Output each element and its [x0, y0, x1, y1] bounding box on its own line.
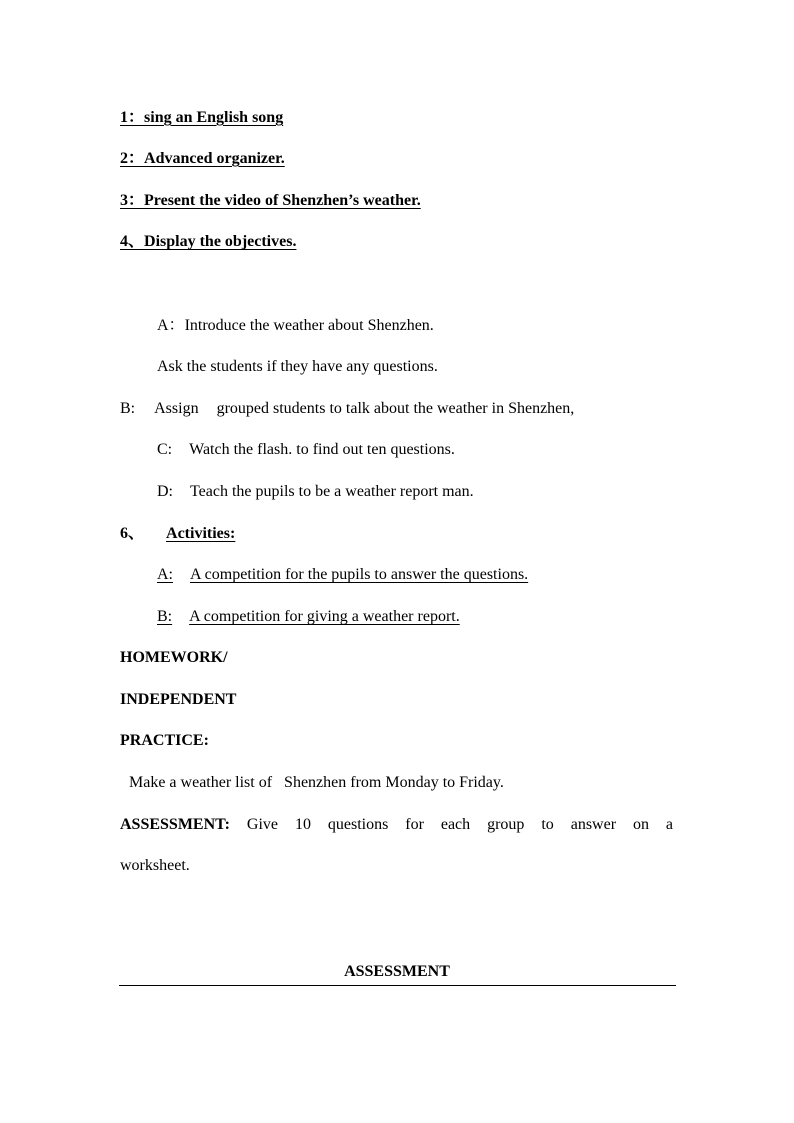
homework-text: Make a weather list of Shenzhen from Monday to Friday.	[129, 774, 504, 791]
subitem-a	[157, 316, 434, 336]
step-3	[120, 191, 421, 211]
step-text: Present the video of Shenzhen’s weather.	[144, 192, 421, 209]
step-2	[120, 149, 285, 169]
step-text: sing an English song	[144, 109, 284, 126]
activity-text: A competition for giving a weather report.	[189, 608, 460, 625]
activity-item	[157, 565, 528, 585]
assessment-section-title: ASSESSMENT	[344, 963, 450, 980]
subitem-verb: Assign	[154, 400, 199, 417]
activity-text: A competition for the pupils to answer the questions.	[190, 566, 529, 583]
step-number: 4、	[120, 233, 145, 250]
homework-heading-line2: INDEPENDENT	[120, 691, 237, 708]
subitem-label: A：	[157, 317, 185, 334]
subitem-label: B:	[120, 400, 136, 417]
subitem-text: Watch the flash. to find out ten questions.	[189, 441, 455, 458]
step-text: Display the objectives.	[144, 233, 297, 250]
step-text: Advanced organizer.	[144, 150, 285, 167]
step-4	[120, 232, 296, 252]
section-divider	[119, 985, 676, 986]
subitem-text: Teach the pupils to be a weather report man.	[190, 483, 474, 500]
activities-title: Activities:	[166, 525, 236, 542]
homework-heading-line3: PRACTICE:	[120, 732, 209, 749]
assessment-paragraph	[120, 815, 673, 835]
subitem-a-followup: Ask the students if they have any questions.	[157, 358, 438, 375]
assessment-label: ASSESSMENT:	[120, 816, 230, 833]
subitem-c	[157, 440, 455, 460]
step-number: 2：	[120, 150, 145, 167]
subitem-label: C:	[157, 441, 173, 458]
activity-item	[157, 607, 460, 627]
activities-heading	[120, 524, 235, 544]
subitem-text: Introduce the weather about Shenzhen.	[184, 317, 434, 334]
subitem-label: D:	[157, 483, 173, 500]
assessment-text: Give 10 questions for each group to answer on a	[246, 816, 673, 833]
subitem-b	[120, 399, 574, 419]
homework-heading-line1: HOMEWORK/	[120, 649, 228, 666]
step-number: 1：	[120, 109, 145, 126]
assessment-text-continued: worksheet.	[120, 857, 190, 874]
step-number: 3：	[120, 192, 145, 209]
subitem-d	[157, 482, 474, 502]
step-1	[120, 108, 283, 128]
activity-label: B:	[157, 608, 173, 625]
subitem-text: grouped students to talk about the weather in Shenzhen,	[216, 400, 575, 417]
activities-number: 6、	[120, 525, 145, 542]
activity-label: A:	[157, 566, 173, 583]
